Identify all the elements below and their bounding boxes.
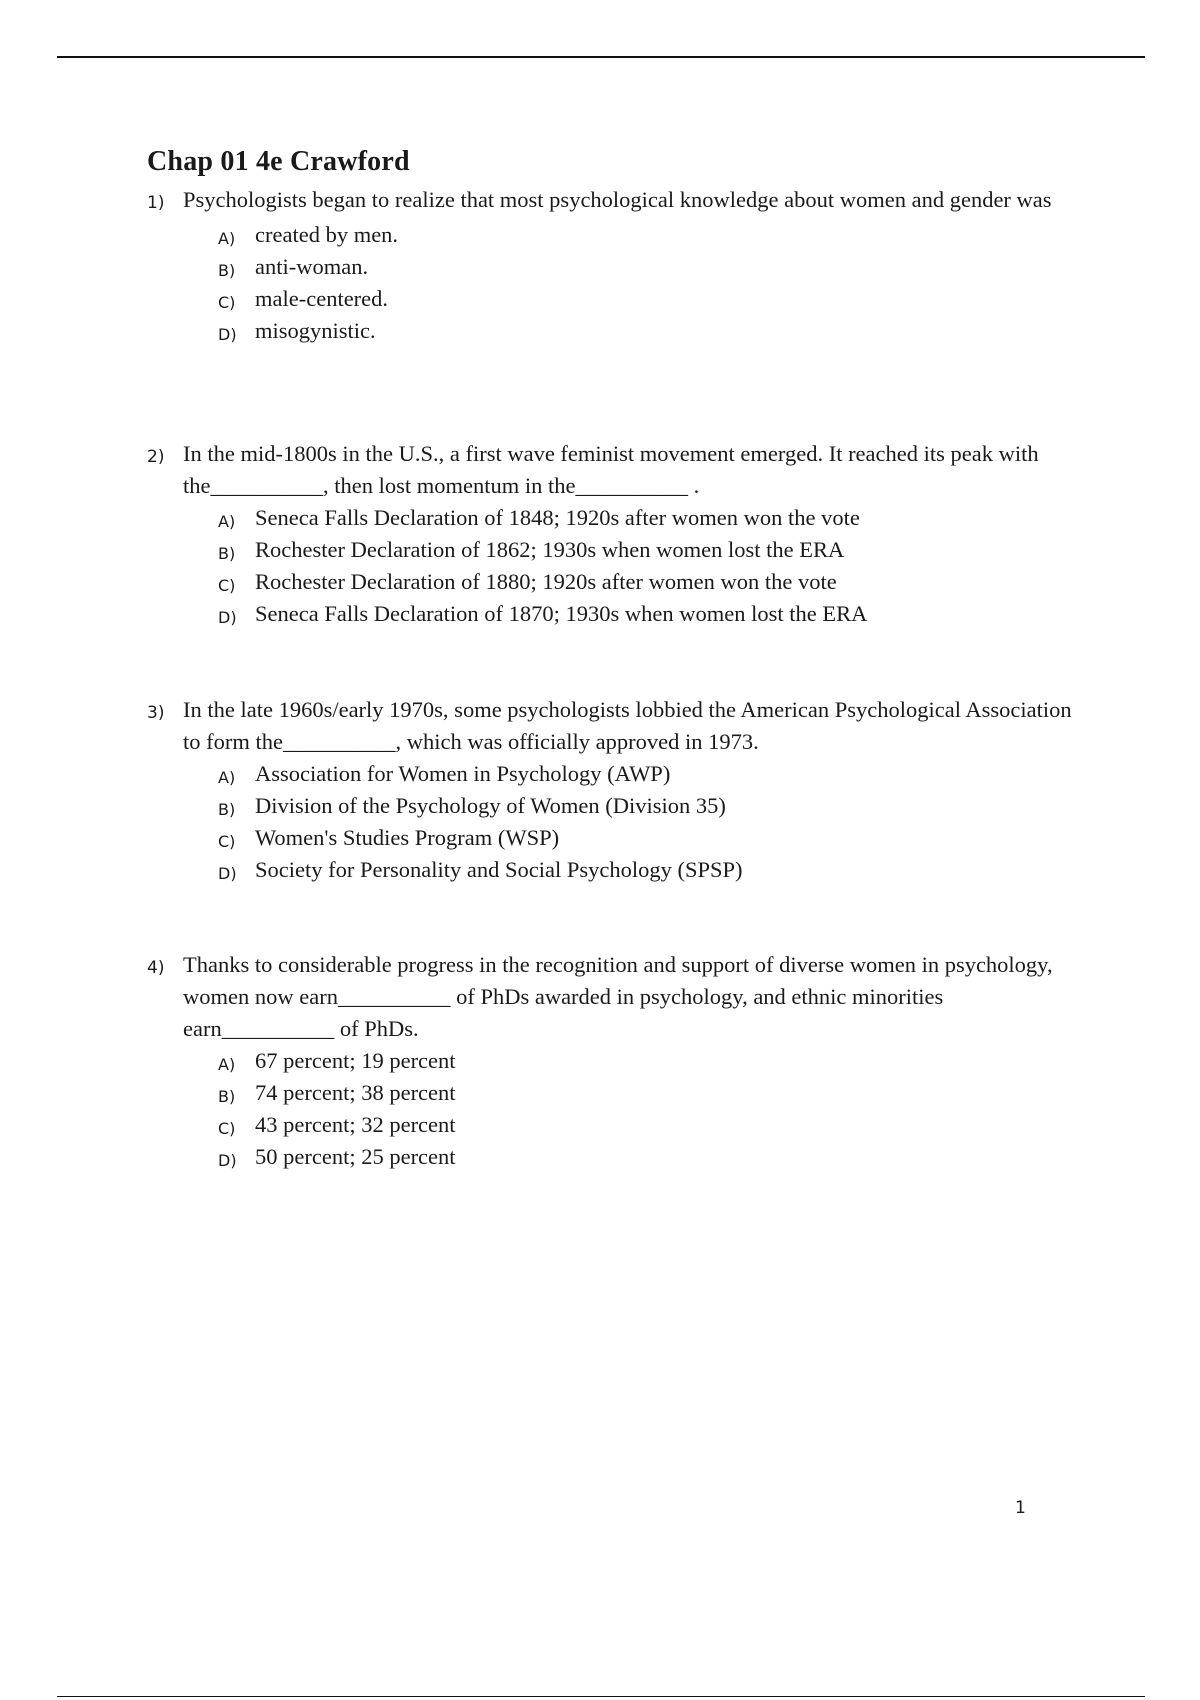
answer-option-d	[218, 854, 1087, 886]
answer-option-d	[218, 315, 1087, 347]
answer-option-a	[218, 502, 1087, 534]
option-text: 43 percent; 32 percent	[255, 1112, 456, 1137]
option-letter: C)	[218, 293, 236, 312]
option-text: Association for Women in Psychology (AWP)	[255, 761, 671, 786]
option-text: Rochester Declaration of 1862; 1930s when women lost the ERA	[255, 537, 845, 562]
option-text: Rochester Declaration of 1880; 1920s after women won the vote	[255, 569, 837, 594]
option-letter: A)	[218, 512, 236, 531]
option-letter: D)	[218, 1151, 237, 1170]
answer-option-b	[218, 534, 1087, 566]
option-text: Seneca Falls Declaration of 1870; 1930s when women lost the ERA	[255, 601, 868, 626]
option-letter: B)	[218, 261, 236, 280]
option-letter: C)	[218, 832, 236, 851]
answer-option-b	[218, 790, 1087, 822]
option-text: anti-woman.	[255, 254, 369, 279]
page-number: 1	[1015, 1498, 1026, 1518]
answer-options	[218, 219, 1087, 347]
option-letter: D)	[218, 608, 237, 627]
option-text: Society for Personality and Social Psychology (SPSP)	[255, 857, 743, 882]
option-letter: B)	[218, 544, 236, 563]
question-number: 3)	[147, 703, 165, 723]
option-letter: D)	[218, 864, 237, 883]
question-text: In the late 1960s/early 1970s, some psychologists lobbied the American Psychological Association to form the__________, which was officially approved in 1973.	[183, 697, 1072, 754]
option-text: Women's Studies Program (WSP)	[255, 825, 560, 850]
answer-option-a	[218, 219, 1087, 251]
question-2	[147, 438, 1087, 630]
answer-option-c	[218, 822, 1087, 854]
option-letter: A)	[218, 1055, 236, 1074]
answer-option-c	[218, 1109, 1087, 1141]
option-text: created by men.	[255, 222, 399, 247]
answer-options	[218, 502, 1087, 630]
question-1	[147, 184, 1087, 347]
answer-option-a	[218, 758, 1087, 790]
answer-option-d	[218, 598, 1087, 630]
question-3	[147, 694, 1087, 886]
question-text: Thanks to considerable progress in the recognition and support of diverse women in psychology, women now earn__________ of PhDs awarded in psychology, and ethnic minorities earn__________ of PhDs.	[183, 952, 1053, 1041]
answer-option-c	[218, 566, 1087, 598]
option-text: 50 percent; 25 percent	[255, 1144, 456, 1169]
answer-options	[218, 1045, 1087, 1173]
option-text: 67 percent; 19 percent	[255, 1048, 456, 1073]
option-text: 74 percent; 38 percent	[255, 1080, 456, 1105]
document-title: Chap 01 4e Crawford	[147, 146, 410, 177]
question-text: In the mid-1800s in the U.S., a first wave feminist movement emerged. It reached its peak with the__________, then lost momentum in the__________ .	[183, 441, 1039, 498]
option-text: Division of the Psychology of Women (Division 35)	[255, 793, 726, 818]
question-number: 2)	[147, 447, 165, 467]
option-text: Seneca Falls Declaration of 1848; 1920s after women won the vote	[255, 505, 860, 530]
option-letter: A)	[218, 229, 236, 248]
answer-option-b	[218, 251, 1087, 283]
option-letter: B)	[218, 800, 236, 819]
option-text: misogynistic.	[255, 318, 376, 343]
answer-options	[218, 758, 1087, 886]
question-4	[147, 949, 1087, 1173]
option-letter: B)	[218, 1087, 236, 1106]
question-number: 1)	[147, 193, 165, 213]
option-text: male-centered.	[255, 286, 389, 311]
answer-option-b	[218, 1077, 1087, 1109]
question-text: Psychologists began to realize that most psychological knowledge about women and gender was	[183, 187, 1052, 212]
top-rule	[57, 56, 1145, 58]
question-number: 4)	[147, 958, 165, 978]
answer-option-d	[218, 1141, 1087, 1173]
option-letter: C)	[218, 1119, 236, 1138]
bottom-rule	[57, 1696, 1145, 1697]
option-letter: A)	[218, 768, 236, 787]
option-letter: C)	[218, 576, 236, 595]
answer-option-c	[218, 283, 1087, 315]
answer-option-a	[218, 1045, 1087, 1077]
option-letter: D)	[218, 325, 237, 344]
